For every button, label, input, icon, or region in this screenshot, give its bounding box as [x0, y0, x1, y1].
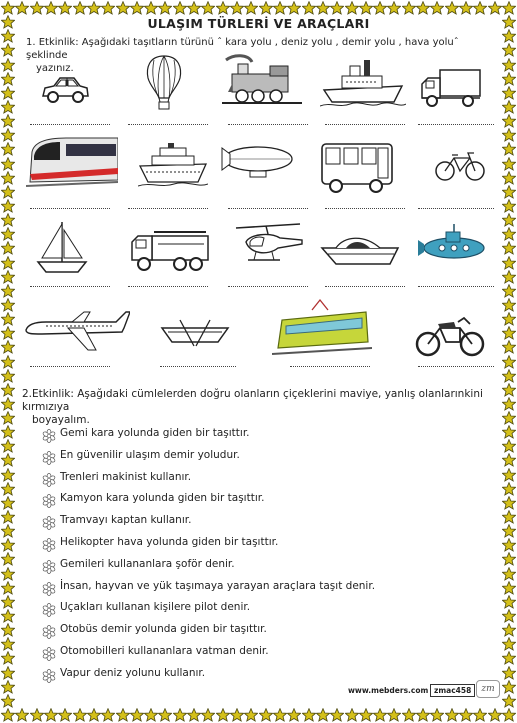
star-icon: [502, 142, 516, 156]
high-speed-train-icon: [26, 134, 118, 190]
cruise-ship-icon: [138, 142, 208, 188]
star-icon: [1, 680, 15, 694]
answer-blank[interactable]: [128, 286, 208, 287]
star-icon: [502, 241, 516, 255]
submarine-icon: [418, 222, 488, 264]
flower-icon[interactable]: [42, 493, 56, 507]
star-icon: [502, 284, 516, 298]
activity2-line1: 2.Etkinlik: Aşağıdaki cümlelerden doğru olanların çiçeklerini maviye, yanlış olanlarınkini kırmızıya: [22, 388, 483, 413]
hot-air-balloon-icon: [144, 54, 184, 112]
star-icon: [15, 1, 29, 15]
answer-blank[interactable]: [418, 124, 494, 125]
star-icon: [1, 425, 15, 439]
star-icon: [502, 567, 516, 581]
star-icon: [44, 708, 58, 722]
answer-blank[interactable]: [228, 286, 308, 287]
flower-icon[interactable]: [42, 646, 56, 660]
star-icon: [330, 1, 344, 15]
star-icon: [502, 666, 516, 680]
footer-badge: zmac458: [430, 684, 475, 697]
star-icon: [201, 708, 215, 722]
truck-icon: [420, 68, 482, 110]
sentence-text: En güvenilir ulaşım demir yoludur.: [60, 448, 240, 461]
motorcycle-icon: [414, 312, 486, 358]
star-icon: [1, 411, 15, 425]
star-icon: [116, 1, 130, 15]
bus-icon: [318, 140, 396, 194]
helicopter-icon: [230, 220, 306, 272]
star-icon: [1, 256, 15, 270]
star-icon: [1, 538, 15, 552]
answer-blank[interactable]: [228, 208, 308, 209]
star-icon: [1, 185, 15, 199]
star-icon: [30, 708, 44, 722]
star-icon: [445, 708, 459, 722]
star-icon: [1, 312, 15, 326]
star-icon: [302, 708, 316, 722]
tram-icon: [272, 296, 372, 358]
flower-icon[interactable]: [42, 537, 56, 551]
fire-truck-icon: [130, 226, 212, 274]
star-icon: [430, 708, 444, 722]
star-icon: [502, 510, 516, 524]
star-icon: [73, 1, 87, 15]
star-icon: [502, 355, 516, 369]
answer-blank[interactable]: [30, 208, 110, 209]
star-icon: [1, 1, 15, 15]
star-icon: [173, 708, 187, 722]
answer-blank[interactable]: [325, 124, 405, 125]
star-icon: [158, 1, 172, 15]
star-icon: [1, 100, 15, 114]
star-icon: [216, 708, 230, 722]
star-icon: [287, 1, 301, 15]
star-icon: [101, 708, 115, 722]
star-icon: [259, 1, 273, 15]
answer-blank[interactable]: [128, 208, 208, 209]
star-icon: [158, 708, 172, 722]
star-icon: [459, 1, 473, 15]
star-icon: [502, 694, 516, 708]
star-icon: [1, 128, 15, 142]
star-icon: [502, 43, 516, 57]
star-icon: [173, 1, 187, 15]
sentence-text: Trenleri makinist kullanır.: [60, 470, 192, 483]
star-icon: [502, 623, 516, 637]
star-icon: [1, 340, 15, 354]
footer-logo: zm: [476, 680, 500, 698]
star-icon: [30, 1, 44, 15]
star-icon: [1, 651, 15, 665]
star-icon: [1, 29, 15, 43]
star-icon: [1, 213, 15, 227]
sentence-text: Helikopter hava yolunda giden bir taşıttır.: [60, 536, 279, 548]
answer-blank[interactable]: [418, 366, 494, 367]
star-icon: [1, 397, 15, 411]
flower-icon[interactable]: [42, 515, 56, 529]
car-icon: [40, 74, 90, 108]
answer-blank[interactable]: [30, 286, 110, 287]
star-icon: [502, 15, 516, 29]
star-icon: [130, 708, 144, 722]
star-icon: [1, 355, 15, 369]
star-icon: [15, 708, 29, 722]
rowboat-icon: [160, 318, 230, 348]
star-icon: [87, 708, 101, 722]
star-icon: [216, 1, 230, 15]
star-icon: [273, 1, 287, 15]
sailboat-icon: [34, 220, 90, 276]
answer-blank[interactable]: [30, 366, 110, 367]
flower-icon[interactable]: [42, 559, 56, 573]
activity1-line2: yazınız.: [36, 63, 74, 74]
sentence-text: Uçakları kullanan kişilere pilot denir.: [60, 601, 251, 614]
star-icon: [1, 72, 15, 86]
answer-blank[interactable]: [128, 124, 208, 125]
star-icon: [359, 708, 373, 722]
star-icon: [502, 199, 516, 213]
star-icon: [1, 86, 15, 100]
star-icon: [1, 15, 15, 29]
star-icon: [330, 708, 344, 722]
star-icon: [502, 270, 516, 284]
star-icon: [502, 298, 516, 312]
star-icon: [244, 708, 258, 722]
flower-icon[interactable]: [42, 602, 56, 616]
star-icon: [502, 468, 516, 482]
star-icon: [502, 157, 516, 171]
star-icon: [1, 637, 15, 651]
zeppelin-icon: [220, 144, 300, 180]
star-icon: [502, 185, 516, 199]
star-icon: [116, 708, 130, 722]
star-icon: [302, 1, 316, 15]
star-icon: [502, 58, 516, 72]
star-icon: [473, 1, 487, 15]
star-icon: [502, 171, 516, 185]
star-icon: [101, 1, 115, 15]
star-icon: [359, 1, 373, 15]
star-icon: [402, 1, 416, 15]
star-icon: [502, 1, 516, 15]
sentence-text: Gemi kara yolunda giden bir taşıttır.: [60, 427, 250, 439]
star-icon: [1, 609, 15, 623]
star-icon: [1, 114, 15, 128]
sentence-text: Otobüs demir yolunda giden bir taşıttır.: [60, 623, 267, 636]
steam-train-icon: [222, 54, 302, 106]
star-icon: [1, 43, 15, 57]
star-icon: [502, 86, 516, 100]
activity2-instruction: [22, 388, 496, 427]
star-icon: [502, 340, 516, 354]
star-icon: [345, 708, 359, 722]
star-icon: [1, 694, 15, 708]
star-icon: [287, 708, 301, 722]
star-icon: [244, 1, 258, 15]
answer-blank[interactable]: [418, 286, 494, 287]
star-icon: [502, 453, 516, 467]
star-icon: [416, 708, 430, 722]
flower-icon[interactable]: [42, 450, 56, 464]
star-icon: [373, 708, 387, 722]
flower-icon[interactable]: [42, 428, 56, 442]
star-icon: [44, 1, 58, 15]
worksheet: [20, 14, 497, 706]
star-icon: [1, 524, 15, 538]
star-icon: [1, 298, 15, 312]
star-icon: [502, 552, 516, 566]
star-icon: [502, 524, 516, 538]
star-icon: [387, 708, 401, 722]
star-icon: [1, 708, 15, 722]
flower-icon[interactable]: [42, 668, 56, 682]
star-icon: [373, 1, 387, 15]
answer-blank[interactable]: [325, 208, 405, 209]
star-icon: [1, 270, 15, 284]
star-icon: [1, 58, 15, 72]
star-icon: [144, 1, 158, 15]
star-icon: [445, 1, 459, 15]
star-icon: [387, 1, 401, 15]
star-icon: [502, 100, 516, 114]
star-icon: [87, 1, 101, 15]
star-icon: [502, 369, 516, 383]
motorboat-icon: [320, 228, 402, 268]
star-icon: [1, 369, 15, 383]
answer-blank[interactable]: [160, 366, 236, 367]
star-icon: [1, 199, 15, 213]
star-icon: [502, 128, 516, 142]
star-icon: [1, 567, 15, 581]
answer-blank[interactable]: [418, 208, 494, 209]
star-icon: [1, 623, 15, 637]
star-icon: [1, 227, 15, 241]
star-icon: [259, 708, 273, 722]
star-icon: [1, 510, 15, 524]
star-icon: [502, 383, 516, 397]
star-icon: [230, 1, 244, 15]
activity1-line1: 1. Etkinlik: Aşağıdaki taşıtların türünü ˆ kara yolu , deniz yolu , demir yolu , hava yoluˆ şeklinde: [26, 37, 459, 61]
star-icon: [1, 496, 15, 510]
star-icon: [502, 581, 516, 595]
star-icon: [273, 708, 287, 722]
star-icon: [402, 708, 416, 722]
star-icon: [1, 666, 15, 680]
star-icon: [1, 326, 15, 340]
star-icon: [1, 171, 15, 185]
star-icon: [502, 213, 516, 227]
star-icon: [502, 227, 516, 241]
sentence-text: Otomobilleri kullananlara vatman denir.: [60, 645, 269, 657]
star-icon: [502, 425, 516, 439]
star-icon: [488, 708, 502, 722]
star-icon: [1, 284, 15, 298]
star-icon: [58, 1, 72, 15]
star-icon: [144, 708, 158, 722]
star-icon: [1, 142, 15, 156]
star-icon: [502, 595, 516, 609]
answer-blank[interactable]: [30, 124, 110, 125]
star-icon: [130, 1, 144, 15]
star-icon: [502, 637, 516, 651]
star-icon: [187, 708, 201, 722]
star-icon: [502, 411, 516, 425]
star-icon: [502, 397, 516, 411]
star-icon: [58, 708, 72, 722]
star-icon: [502, 496, 516, 510]
star-icon: [416, 1, 430, 15]
star-icon: [345, 1, 359, 15]
star-icon: [502, 114, 516, 128]
star-icon: [502, 538, 516, 552]
star-icon: [502, 708, 516, 722]
sentence-text: Vapur deniz yolunu kullanır.: [60, 666, 206, 679]
ship-icon: [320, 54, 406, 108]
star-icon: [488, 1, 502, 15]
answer-blank[interactable]: [290, 366, 370, 367]
activity2-line2: boyayalım.: [32, 414, 90, 426]
star-icon: [230, 708, 244, 722]
flower-icon[interactable]: [42, 581, 56, 595]
star-icon: [459, 708, 473, 722]
star-icon: [502, 609, 516, 623]
sentence-text: Tramvayı kaptan kullanır.: [60, 514, 192, 527]
star-icon: [1, 552, 15, 566]
star-icon: [502, 256, 516, 270]
flower-icon[interactable]: [42, 624, 56, 638]
answer-blank[interactable]: [325, 286, 405, 287]
airplane-icon: [22, 308, 130, 354]
star-icon: [502, 439, 516, 453]
bicycle-icon: [434, 150, 486, 182]
star-icon: [502, 651, 516, 665]
star-icon: [502, 29, 516, 43]
star-icon: [316, 708, 330, 722]
star-icon: [473, 708, 487, 722]
star-icon: [1, 482, 15, 496]
star-icon: [1, 581, 15, 595]
star-icon: [502, 482, 516, 496]
star-icon: [1, 595, 15, 609]
star-icon: [316, 1, 330, 15]
star-icon: [430, 1, 444, 15]
flower-icon[interactable]: [42, 472, 56, 486]
star-icon: [1, 453, 15, 467]
star-icon: [201, 1, 215, 15]
star-icon: [73, 708, 87, 722]
star-icon: [187, 1, 201, 15]
footer-site: www.mebders.com: [348, 686, 429, 695]
star-icon: [1, 157, 15, 171]
star-icon: [1, 241, 15, 255]
star-icon: [1, 468, 15, 482]
sentence-text: Gemileri kullananlara şoför denir.: [60, 557, 235, 570]
star-icon: [1, 383, 15, 397]
page-title: ULAŞIM TÜRLERİ VE ARAÇLARI: [147, 16, 370, 31]
star-icon: [1, 439, 15, 453]
star-icon: [502, 680, 516, 694]
sentence-text: İnsan, hayvan ve yük taşımaya yarayan araçlara taşıt denir.: [60, 579, 376, 592]
star-icon: [502, 72, 516, 86]
star-icon: [502, 312, 516, 326]
star-icon: [502, 326, 516, 340]
answer-blank[interactable]: [228, 124, 308, 125]
sentence-text: Kamyon kara yolunda giden bir taşıttır.: [60, 492, 265, 505]
